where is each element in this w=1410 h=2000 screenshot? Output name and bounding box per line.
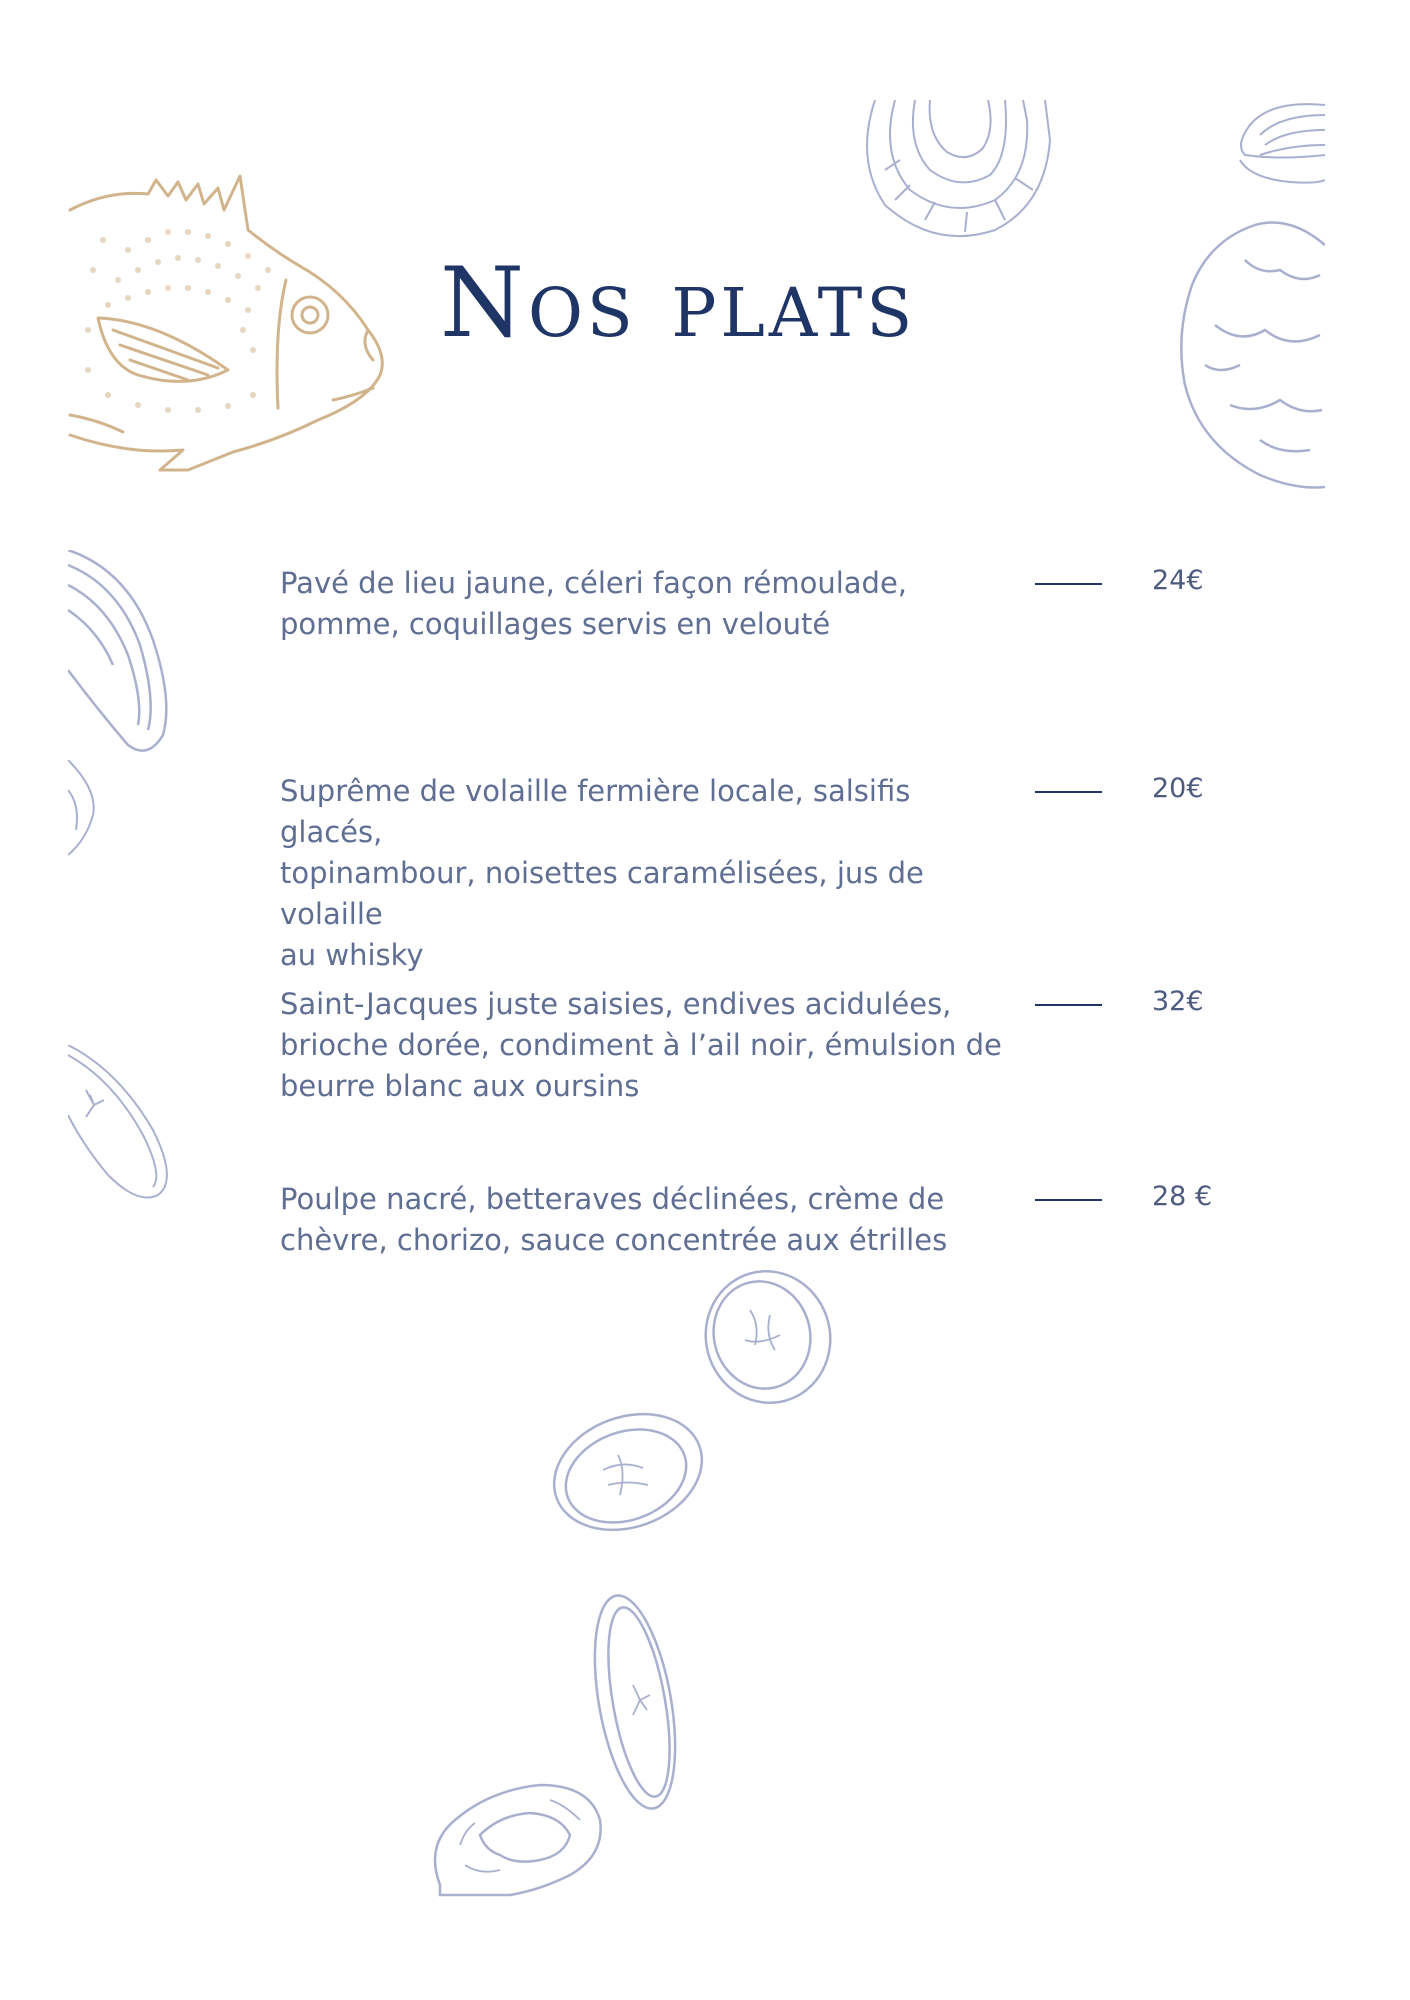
- menu-item-price: 32€: [1152, 986, 1204, 1017]
- onion-slice-illustration: [855, 100, 1065, 250]
- shell-illustration: [1230, 100, 1325, 190]
- cucumber-slice-illustration: [68, 1045, 178, 1205]
- menu-item-description: Saint-Jacques juste saisies, endives acidulées, brioche dorée, condiment à l’ail noir, émulsion de beurre blanc aux oursins: [280, 987, 1002, 1103]
- page-title: Nos plats: [440, 247, 917, 359]
- menu-item-dash: [1035, 583, 1102, 585]
- menu-item-price: 24€: [1152, 565, 1204, 596]
- menu-item-description: Suprême de volaille fermière locale, salsifis glacés, topinambour, noisettes caramélisées, jus de volaille au whisky: [280, 774, 924, 972]
- menu-item-dash: [1035, 1199, 1102, 1201]
- menu-item-dash: [1035, 791, 1102, 793]
- potato-illustration: [1170, 215, 1325, 490]
- clam-illustration: [68, 760, 98, 860]
- fish-illustration: [68, 170, 398, 490]
- menu-item-description: Pavé de lieu jaune, céleri façon rémoulade, pomme, coquillages servis en velouté: [280, 566, 908, 641]
- menu-item-description: Poulpe nacré, betteraves déclinées, crème de chèvre, chorizo, sauce concentrée aux étrilles: [280, 1182, 948, 1257]
- tomato-slice-illustration: [430, 1775, 605, 1900]
- menu-item-price: 20€: [1152, 773, 1204, 804]
- cucumber-slice-illustration: [700, 1265, 840, 1410]
- menu-item-dash: [1035, 1004, 1102, 1006]
- mussel-illustration: [68, 550, 178, 760]
- menu-item-price: 28 €: [1152, 1181, 1213, 1212]
- cucumber-slice-illustration: [548, 1410, 708, 1535]
